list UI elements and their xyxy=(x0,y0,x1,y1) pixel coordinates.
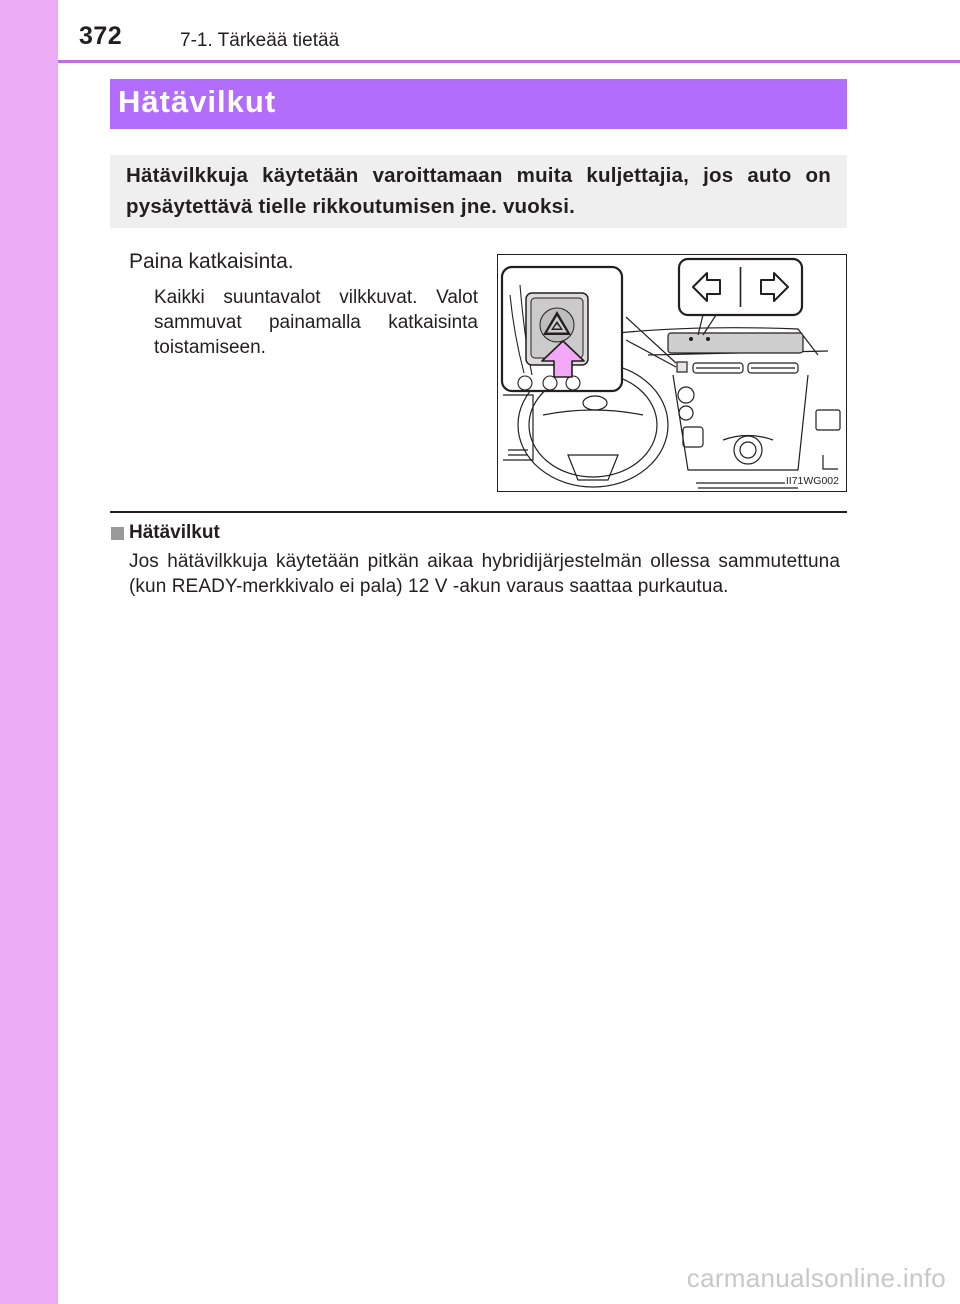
right-vent xyxy=(816,410,840,430)
square-bullet-icon xyxy=(111,527,124,540)
steering-wheel-spoke xyxy=(568,455,618,480)
hazard-switch-illustration xyxy=(497,254,847,492)
figure-code: II71WG002 xyxy=(785,475,839,487)
running-header: 7-1. Tärkeää tietää xyxy=(180,30,340,51)
header-rule xyxy=(58,60,960,63)
section-divider xyxy=(110,511,847,513)
step-label: Paina katkaisinta. xyxy=(129,250,294,273)
dashboard-drawing xyxy=(498,255,846,491)
note-heading xyxy=(111,522,220,544)
center-display xyxy=(668,333,803,353)
note-text: Jos hätävilkkuja käytetään pitkän aikaa hybridijärjestelmän ollessa sammutettuna (kun READY-merkkivalo ei pala) 12 V -akun varaus saattaa purkautua. xyxy=(129,551,840,597)
note-heading-text: Hätävilkut xyxy=(129,522,220,543)
intro-box xyxy=(110,155,847,228)
indicator-leader-line xyxy=(698,315,703,335)
section-title: Hätävilkut xyxy=(118,84,277,119)
console-dial-1 xyxy=(678,387,694,403)
dash-hazard-switch xyxy=(677,362,687,372)
center-console xyxy=(673,375,808,470)
page-number: 372 xyxy=(79,22,123,50)
step-description: Kaikki suuntavalot vilkkuvat. Valot sammuvat painamalla katkaisinta toistamiseen. xyxy=(154,287,478,358)
console-button xyxy=(683,427,703,447)
intro-text: Hätävilkkuja käytetään varoittamaan muita kuljettajia, jos auto on pysäytettävä tielle rikkoutumisen jne. vuoksi. xyxy=(126,164,831,218)
chapter-side-band xyxy=(0,0,58,1304)
console-dial-2 xyxy=(679,406,693,420)
steering-wheel-emblem xyxy=(583,396,607,410)
section-title-bar xyxy=(110,79,847,129)
console-knob xyxy=(734,436,762,464)
watermark: carmanualsonline.info xyxy=(686,1263,946,1293)
